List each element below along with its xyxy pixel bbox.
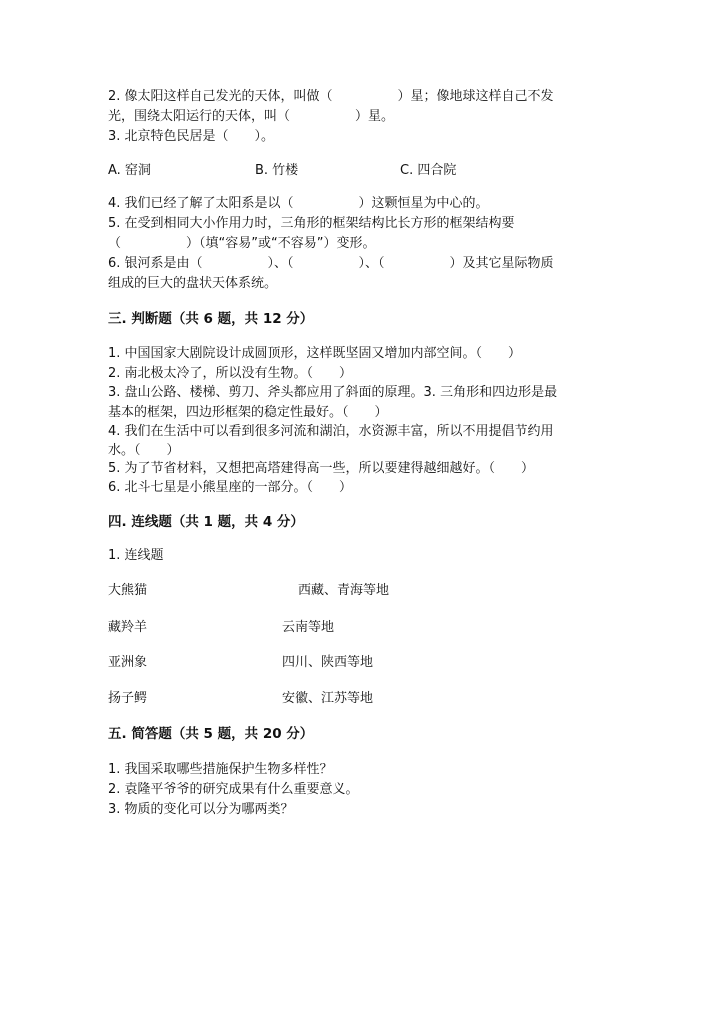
judgment-q4-line2: 水。（ ） — [108, 443, 180, 458]
matching-right-item: 安徽、江苏等地 — [282, 691, 374, 706]
fill-in-q2-line1: 2. 像太阳这样自己发光的天体，叫做（ ）星；像地球这样自己不发 — [108, 89, 554, 104]
q3-option-b: B. 竹楼 — [255, 163, 299, 178]
q3-option-a: A. 窑洞 — [108, 163, 151, 178]
matching-left-item: 藏羚羊 — [108, 620, 148, 635]
judgment-q3-line2: 基本的框架，四边形框架的稳定性最好。（ ） — [108, 405, 388, 420]
judgment-q3-line1: 3. 盘山公路、楼梯、剪刀、斧头都应用了斜面的原理。3. 三角形和四边形是最 — [108, 385, 558, 400]
matching-q1: 1. 连线题 — [108, 548, 164, 563]
judgment-heading: 三. 判断题（共 6 题，共 12 分） — [108, 311, 314, 327]
judgment-q5: 5. 为了节省材料，又想把高塔建得高一些，所以要建得越细越好。（ ） — [108, 461, 535, 476]
matching-left-item: 亚洲象 — [108, 655, 148, 670]
fill-in-q5-line1: 5. 在受到相同大小作用力时，三角形的框架结构比长方形的框架结构要 — [108, 216, 515, 231]
matching-heading: 四. 连线题（共 1 题，共 4 分） — [108, 514, 304, 530]
short-answer-q3: 3. 物质的变化可以分为哪两类？ — [108, 802, 294, 817]
judgment-q6: 6. 北斗七星是小熊星座的一部分。（ ） — [108, 480, 353, 495]
matching-left-item: 扬子鳄 — [108, 691, 148, 706]
fill-in-q6-line1: 6. 银河系是由（ ）、（ ）、（ ）及其它星际物质 — [108, 256, 554, 271]
short-answer-q1: 1. 我国采取哪些措施保护生物多样性？ — [108, 762, 333, 777]
fill-in-q4: 4. 我们已经了解了太阳系是以（ ）这颗恒星为中心的。 — [108, 196, 489, 211]
judgment-q1: 1. 中国国家大剧院设计成圆顶形，这样既坚固又增加内部空间。（ ） — [108, 346, 522, 361]
matching-right-item: 西藏、青海等地 — [298, 583, 390, 598]
matching-right-item: 云南等地 — [282, 620, 335, 635]
matching-left-item: 大熊猫 — [108, 583, 148, 598]
fill-in-q6-line2: 组成的巨大的盘状天体系统。 — [108, 276, 278, 291]
matching-right-item: 四川、陕西等地 — [282, 655, 374, 670]
q3-option-c: C. 四合院 — [400, 163, 457, 178]
judgment-q4-line1: 4. 我们在生活中可以看到很多河流和湖泊，水资源丰富，所以不用提倡节约用 — [108, 424, 554, 439]
fill-in-q3: 3. 北京特色民居是（ ）。 — [108, 129, 275, 144]
short-answer-q2: 2. 袁隆平爷爷的研究成果有什么重要意义。 — [108, 782, 359, 797]
fill-in-q2-line2: 光，围绕太阳运行的天体，叫（ ）星。 — [108, 109, 395, 124]
short-answer-heading: 五. 简答题（共 5 题，共 20 分） — [108, 726, 314, 742]
fill-in-q5-line2: （ ）（填“容易”或“不容易”）变形。 — [108, 236, 376, 251]
judgment-q2: 2. 南北极太冷了，所以没有生物。（ ） — [108, 366, 353, 381]
